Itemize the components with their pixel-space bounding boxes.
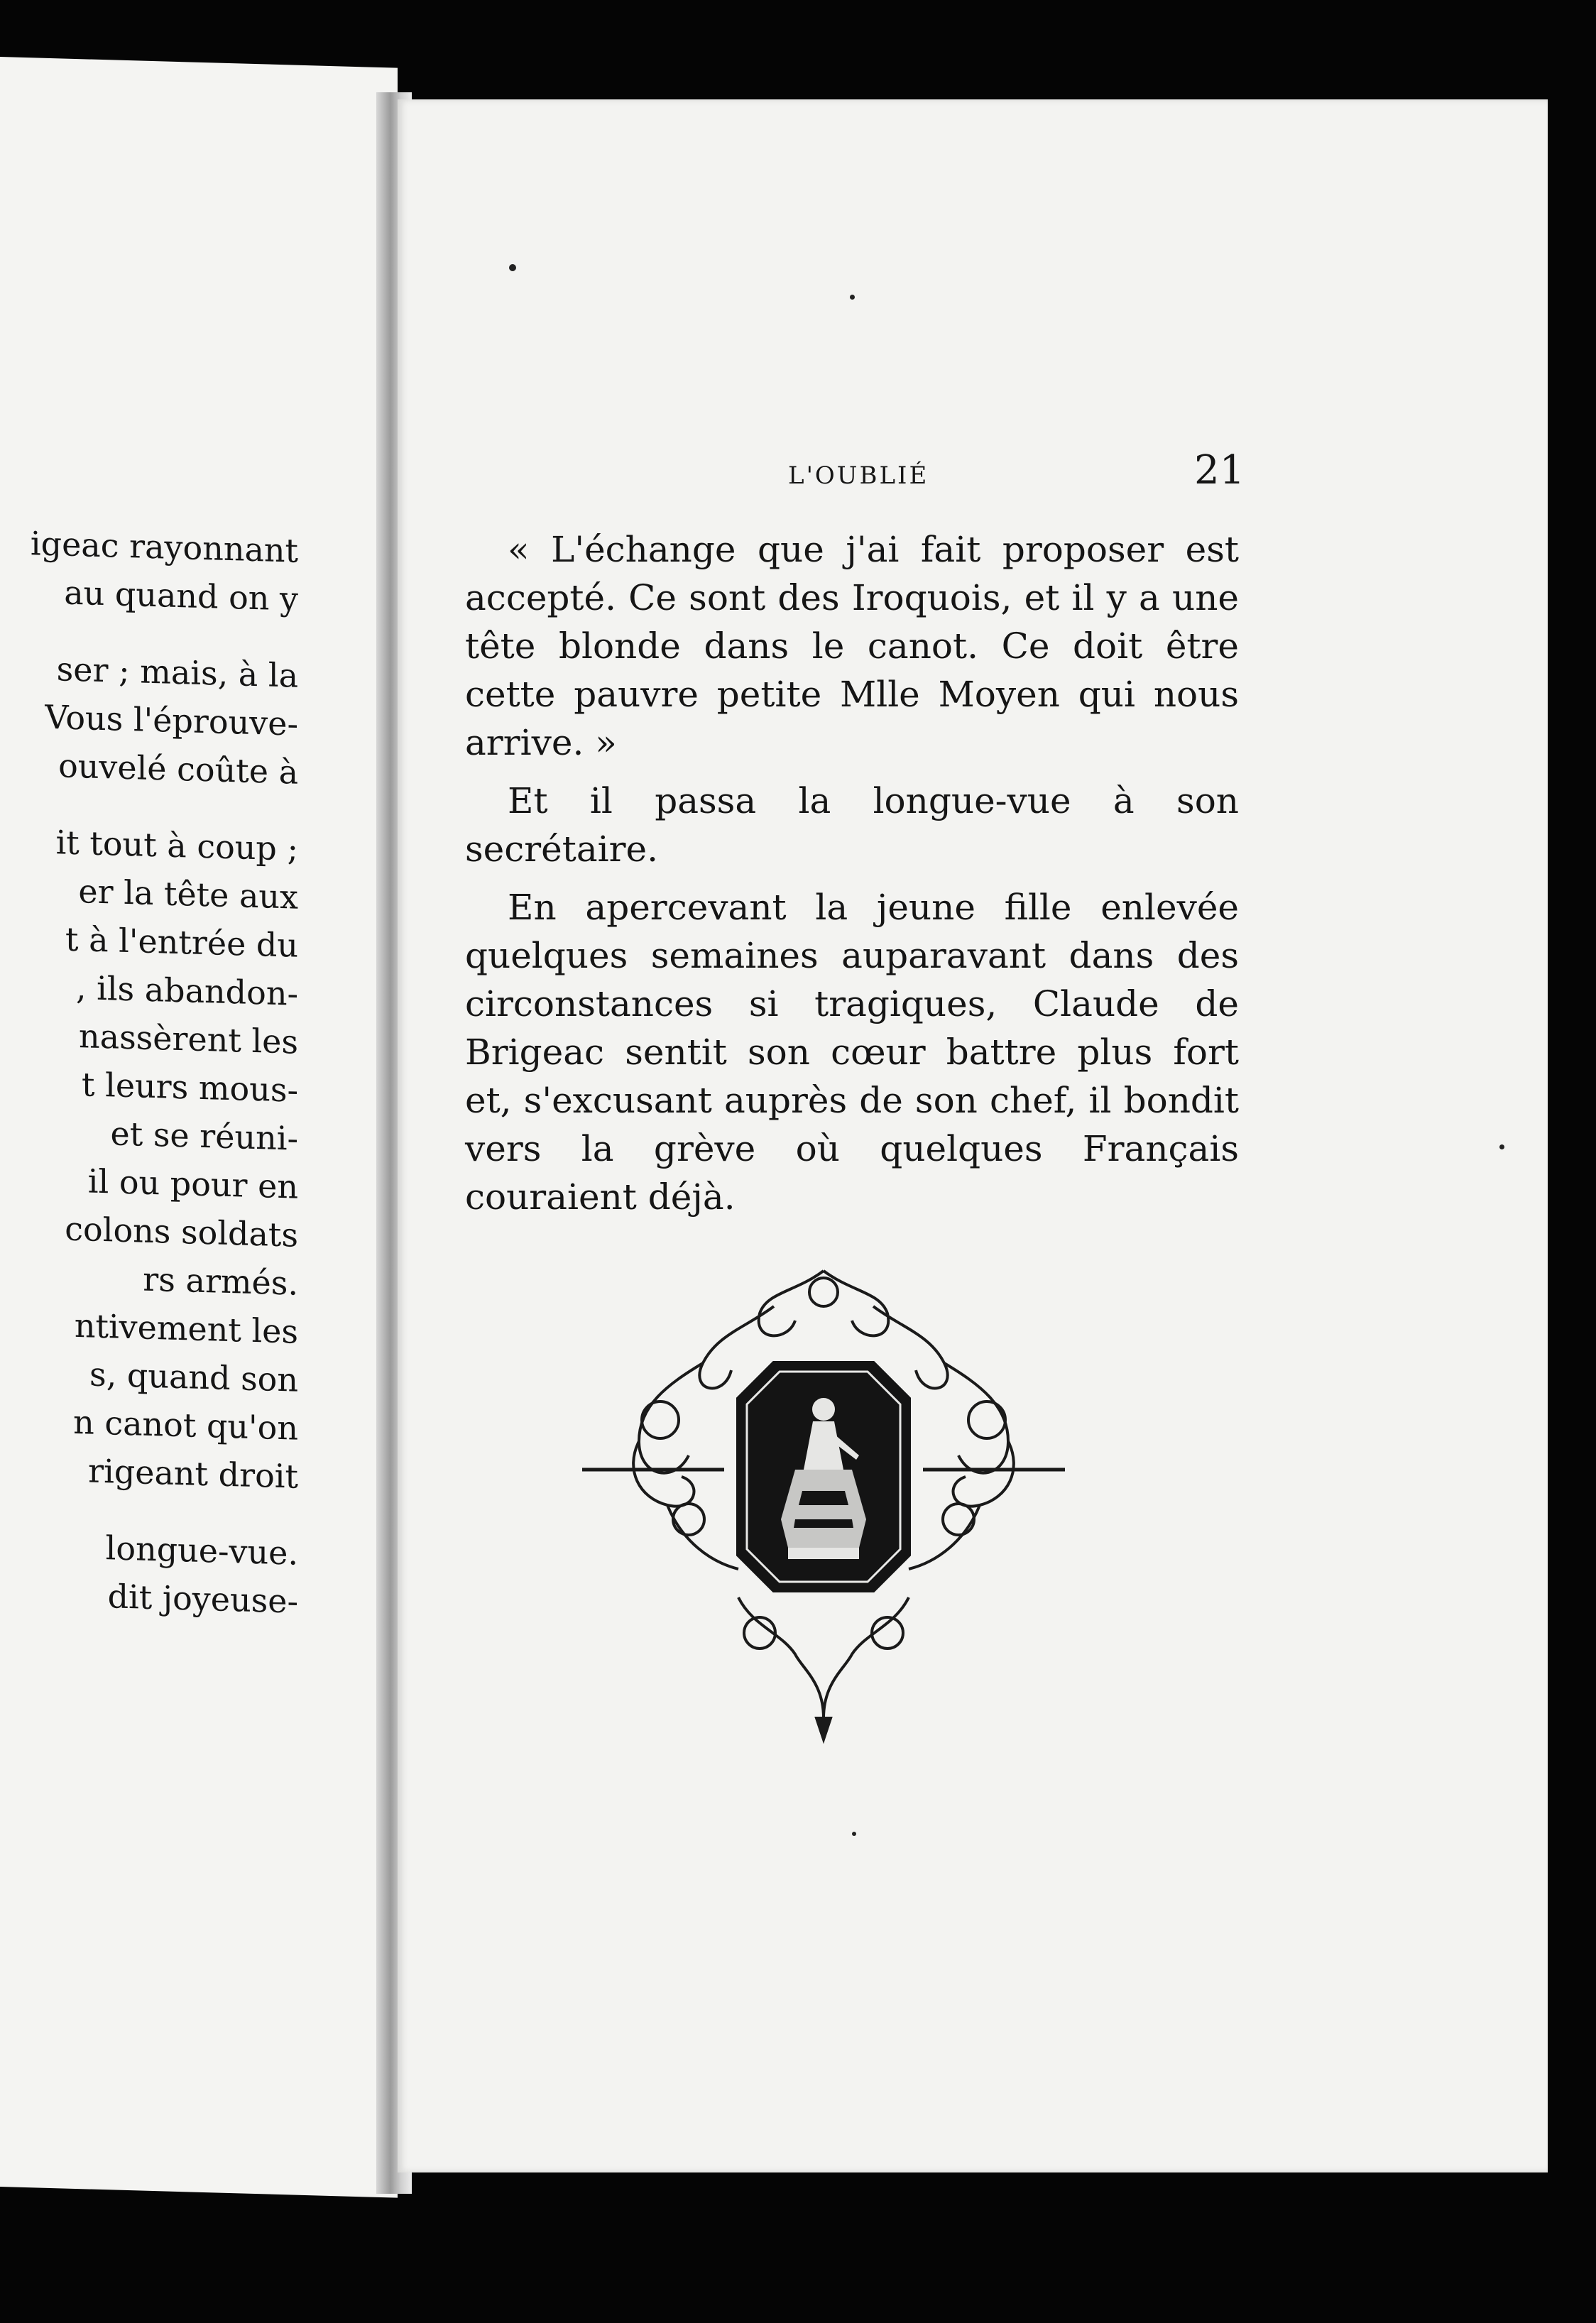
- page-number: 21: [1194, 447, 1245, 493]
- left-page-line: rs armés.: [143, 1259, 298, 1303]
- left-page-line: dit joyeuse-: [107, 1577, 298, 1621]
- right-page: [398, 99, 1548, 2172]
- left-page-line: ouvelé coûte à: [58, 746, 298, 792]
- left-page-line: igeac rayonnant: [30, 524, 298, 570]
- page-body: [465, 525, 1239, 1231]
- left-page-line: ser ; mais, à la: [56, 650, 298, 695]
- left-page-line: il ou pour en: [87, 1162, 298, 1206]
- ink-speck: [509, 264, 516, 271]
- left-page-line: colons soldats: [65, 1209, 298, 1255]
- left-page-text: [0, 518, 298, 1626]
- vignette-ornament: [582, 1264, 1065, 1747]
- paragraph-2: Et il passa la longue-vue à son secrétaire.: [465, 780, 1239, 870]
- left-page-line: rigeant droit: [88, 1451, 298, 1496]
- ink-speck: [850, 295, 855, 300]
- left-page-line: , ils abandon-: [75, 968, 298, 1013]
- page-header: [398, 447, 1250, 504]
- left-page-line: n canot qu'on: [73, 1402, 298, 1448]
- left-page-line: t à l'entrée du: [65, 919, 298, 965]
- left-page-line: longue-vue.: [105, 1529, 298, 1573]
- paragraph-1: « L'échange que j'ai fait proposer est accepté. Ce sont des Iroquois, et il y a une tête blonde dans le canot. Ce doit être cette pauvre petite Mlle Moyen qui nous arrive. »: [465, 529, 1239, 763]
- left-page: [0, 57, 398, 2198]
- left-page-line: er la tête aux: [78, 872, 298, 917]
- running-title: L'OUBLIÉ: [788, 461, 929, 490]
- left-page-line: s, quand son: [89, 1355, 298, 1399]
- left-page-line: Vous l'éprouve-: [45, 697, 298, 743]
- ink-speck: [852, 1832, 856, 1836]
- left-page-line: au quand on y: [64, 573, 298, 618]
- left-page-line: et se réuni-: [110, 1114, 298, 1158]
- paragraph-3: En apercevant la jeune fille enlevée quelques semaines auparavant dans des circonstances si tragiques, Claude de Brigeac sentit son cœur battre plus fort et, s'excusant auprès de son chef, il bondit vers la grève où quelques Français couraient déjà.: [465, 887, 1239, 1218]
- left-page-line: t leurs mous-: [82, 1065, 298, 1110]
- left-page-line: it tout à coup ;: [55, 823, 298, 868]
- ink-speck: [1499, 1144, 1504, 1149]
- left-page-line: ntivement les: [74, 1306, 298, 1351]
- left-page-line: nassèrent les: [79, 1017, 298, 1061]
